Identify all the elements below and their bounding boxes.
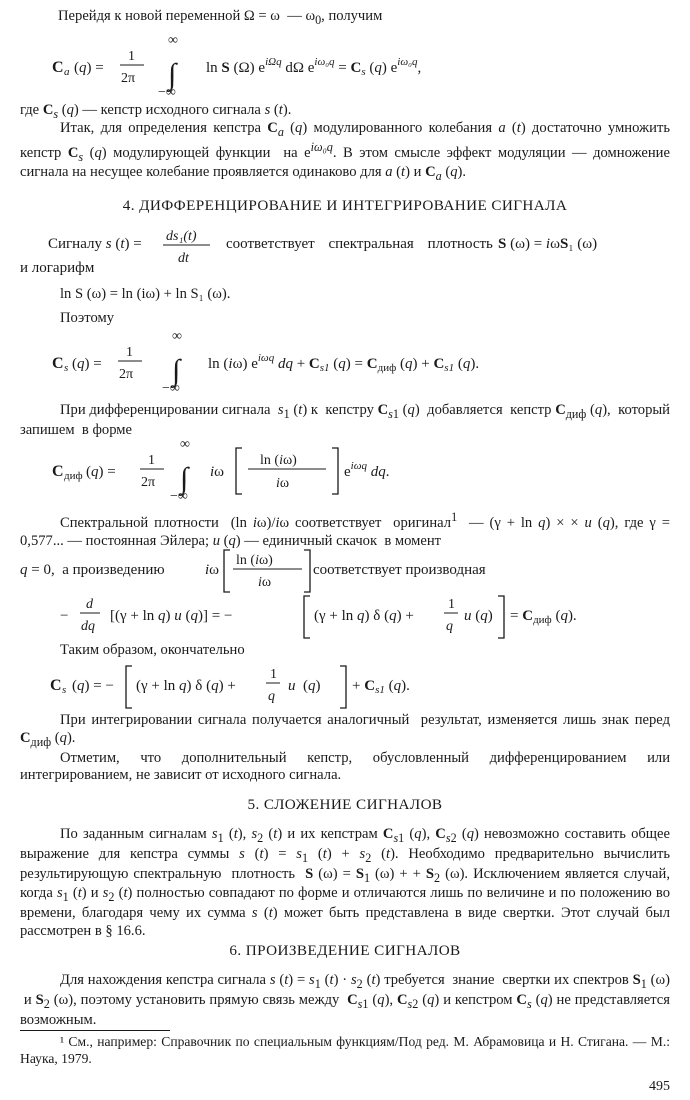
svg-text:ds₁(t): ds₁(t) [166,229,197,244]
equation-cdif [20,436,670,506]
svg-text:S (ω) = iωS₁ (ω): S (ω) = iωS₁ (ω) [498,236,598,252]
svg-text:и логарифм: и логарифм [20,260,95,276]
intro-paragraph: Перейдя к новой переменной Ω = ω — $\omega_0$, получим [58,8,383,27]
svg-text:−∞: −∞ [158,85,176,100]
svg-text:iω: iω [210,464,225,480]
svg-text:d: d [86,597,93,612]
svg-text:[(γ + ln q) u (q)] = −: [(γ + ln q) u (q)] = − [110,608,233,624]
svg-text:∞: ∞ [172,329,182,344]
signal-paragraph [20,226,670,276]
svg-text:= Cдиф (q).: = $C_{диф}$ (q). [510,608,577,626]
svg-text:−∞: −∞ [162,381,180,396]
svg-text:1: 1 [448,597,455,612]
svg-text:диф: диф [64,470,83,482]
footnote: ¹ См., например: Справочник по специальным функциям/Под ред. М. Абрамовица и Н. Стигана. — М.: Наука, 1979. [20,1034,670,1066]
svg-text:ln (iω): ln (iω) [260,453,297,468]
svg-text:1: 1 [126,345,133,360]
section-heading-5: 5. СЛОЖЕНИЕ СИГНАЛОВ [247,796,443,813]
svg-text:q: q [268,689,275,704]
svg-text:s: s [62,684,67,696]
svg-text:dq: dq [81,619,95,634]
svg-text:∫: ∫ [168,58,177,91]
svg-text:s: s [64,362,69,374]
svg-text:1: 1 [148,453,155,468]
diff-paragraph: При дифференцировании сигнала $s_1$ (t) к кепстру $C_{s1}$ (q) добавляется кепстр $C_{диф}$ (q), который запишем в форме [20,402,670,438]
equation-final [20,662,670,710]
svg-text:dt: dt [178,251,189,266]
svg-text:−: − [60,608,69,624]
page-number: 495 [649,1079,670,1094]
footnote-rule [20,1030,170,1031]
svg-text:ln (iω): ln (iω) [236,553,273,568]
svg-text:2π: 2π [119,367,134,382]
equation-ca [20,30,670,100]
svg-text:∞: ∞ [180,437,190,452]
svg-text:C: C [50,677,62,694]
svg-text:q: q [446,619,453,634]
thus-paragraph: Итак, для определения кепстра $C_a$ (q) модулированного колебания a (t) достаточно умножить кепстр $C_s$ (q) модулирующей функции на $e^{i\omega_0q}$. В этом смысле эффект модуляции — домножение сигнала на несущее колебание проявляется одинаково для a (t) и $C_a$ (q). [20,120,670,184]
svg-text:∞: ∞ [168,33,178,48]
svg-text:u (q): u (q) [288,678,321,694]
svg-text:соответствует спектральная пло: соответствует спектральная плотность [226,236,493,252]
svg-text:2π: 2π [121,71,136,86]
svg-text:2π: 2π [141,475,156,490]
svg-text:Сигналу s (t) =: Сигналу s (t) = [48,236,142,252]
equation-cs [20,330,670,400]
svg-text:(q) = −: (q) = − [72,678,114,694]
svg-text:iω: iω [276,476,290,491]
density-paragraph: Спектральной плотности (ln iω)/iω соответствует оригинал$^1$ — (γ + ln q) × × u (q), где γ = 0,577... — постоянная Эйлера; u (q) — единичный скачок в момент [20,510,670,549]
svg-text:(q) =: (q) = [74,60,104,76]
svg-text:∫: ∫ [172,354,181,387]
therefore-text: Поэтому [60,310,115,326]
svg-text:(q) =: (q) = [86,464,116,480]
section-heading-4: 4. ДИФФЕРЕНЦИРОВАНИЕ И ИНТЕГРИРОВАНИЕ СИГНАЛА [122,197,568,214]
sum-paragraph: По заданным сигналам $s_1$ (t), $s_2$ (t) и их кепстрам $C_{s1}$ (q), $C_{s2}$ (q) невозможно составить общее выражение для кепстра суммы s $(t) = s_1$ $(t) + s_2$ (t). Необходимо предварительно вычислить результирующую спектральную плотность S $(\omega) = S_1$ (ω) + + $S_2$ (ω). Исключением является случай, когда $s_1$ (t) и $s_2$ (t) полностью совпадают по форме и отличаются лишь по величине и по положению во времени, благодаря чему их сумма s (t) может быть представлена в виде свертки. Этот случай был рассмотрен в § 16.6. [20,826,671,939]
svg-text:(γ + ln q) δ (q) +: (γ + ln q) δ (q) + [314,608,414,624]
equation-ln: ln S (ω) = ln (iω) + ln S₁ (ω). [60,286,231,302]
integration-paragraph: При интегрировании сигнала получается аналогичный результат, изменяется лишь знак перед $C_{диф}$ (q). Отметим, что дополнительный кепстр, обусловленный дифференцированием или интегрированием, не зависит от исходного сигнала. [20,712,670,784]
svg-text:ln S (Ω) eiΩq dΩ eiω₀q = Cs (q: ln S (Ω) $e^{i\Omega q}$ dΩ $e^{i\omega_0q} = C_s$ (q) $e^{i\omega_0q}$, [206,56,422,78]
svg-text:ln (iω) eiωq dq + Cs1 (q) = Cд: ln (iω) $e^{i\omega q}$ dq + $C_{s1}$ $(q) = C_{диф}$ $(q) + C_{s1}$ (q). [208,352,480,374]
svg-text:C: C [52,355,64,372]
svg-text:1: 1 [270,667,277,682]
svg-text:iω: iω [205,562,220,578]
section-heading-6: 6. ПРОИЗВЕДЕНИЕ СИГНАЛОВ [229,942,461,959]
svg-text:∫: ∫ [180,462,189,495]
svg-text:(q) =: (q) = [72,356,102,372]
svg-text:q = 0, а произведению: q = 0, а произведению [20,562,165,578]
finally-text: Таким образом, окончательно [60,642,245,658]
svg-text:eiωq dq.: $e^{i\omega q}$ dq. [344,460,390,480]
where-paragraph: где $C_s$ (q) — кепстр исходного сигнала s (t). [20,102,292,121]
svg-text:(γ + ln q) δ (q) +: (γ + ln q) δ (q) + [136,678,236,694]
product-paragraph: Для нахождения кепстра сигнала s $(t) = s_1$ $(t) \cdot s_2$ (t) требуется знание свертки их спектров $S_1$ (ω) и $S_2$ (ω), поэтому установить прямую связь между $C_{s1}$ (q), $C_{s2}$ (q) и кепстром $C_s$ (q) не представляется возможным. [20,972,671,1028]
svg-text:+ Cs1 (q).: + $C_{s1}$ (q). [352,678,410,696]
svg-text:соответствует производная: соответствует производная [313,562,486,578]
svg-text:u (q): u (q) [464,608,493,624]
density-paragraph-cont [20,548,670,596]
svg-text:C: C [52,59,64,76]
svg-text:1: 1 [128,49,135,64]
svg-text:C: C [52,463,64,480]
equation-derivative [20,594,670,640]
svg-text:iω: iω [258,575,272,590]
svg-text:a: a [64,66,70,78]
svg-text:−∞: −∞ [170,489,188,504]
